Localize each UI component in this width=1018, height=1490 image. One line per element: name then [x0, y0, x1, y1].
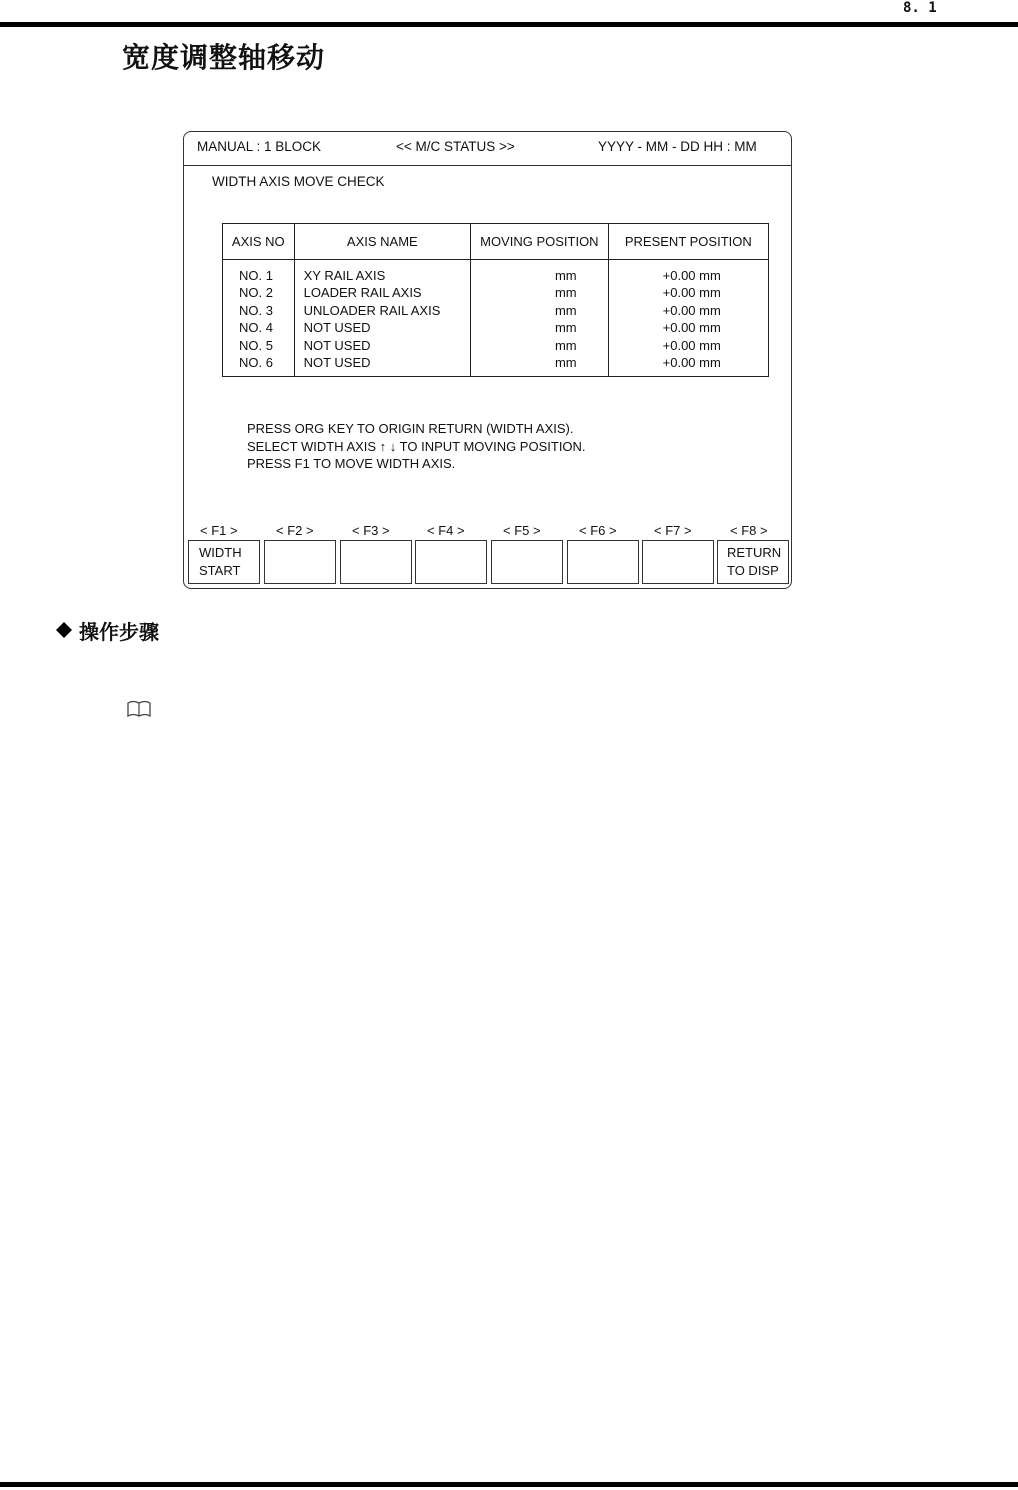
button-line: TO DISP [727, 563, 779, 578]
f8-return-to-disp-button[interactable] [717, 540, 789, 584]
book-icon [126, 699, 152, 723]
steps-heading [55, 616, 159, 645]
axis-no: NO. 4 [239, 320, 273, 336]
axis-no: NO. 3 [239, 302, 273, 318]
axis-no: NO. 2 [239, 285, 273, 301]
section-number: 8. 1 [903, 0, 937, 16]
status-bar [184, 132, 791, 166]
axis-no-cell [223, 260, 295, 377]
moving-position-cell [471, 260, 609, 377]
present-position-value: +0.00 mm [662, 302, 721, 318]
fkey-label-f2: < F2 > [276, 523, 314, 538]
axis-name[interactable]: UNLOADER RAIL AXIS [303, 302, 441, 318]
moving-position-input[interactable]: mm [554, 320, 577, 336]
diamond-bullet-icon [55, 620, 73, 644]
axis-no: NO. 1 [239, 268, 273, 283]
moving-position-input[interactable]: mm [554, 337, 577, 353]
present-position-value: +0.00 mm [662, 268, 721, 283]
instruction-line: SELECT WIDTH AXIS ↑ ↓ TO INPUT MOVING POSITION. [247, 438, 586, 454]
moving-position-input[interactable]: mm [554, 302, 577, 318]
column-header-moving-position: MOVING POSITION [471, 224, 609, 260]
moving-position-input[interactable]: mm [554, 285, 577, 301]
steps-heading-text: 操作步骤 [79, 620, 159, 644]
fkey-label-f8: < F8 > [730, 523, 768, 538]
screen-heading: WIDTH AXIS MOVE CHECK [212, 174, 385, 189]
button-line: WIDTH [199, 545, 242, 560]
page-title: 宽度调整轴移动 [122, 41, 326, 74]
present-position-value: +0.00 mm [662, 354, 721, 370]
table-header-row [223, 224, 769, 260]
f2-button[interactable] [264, 540, 336, 584]
axis-data-block [223, 260, 769, 377]
column-header-axis-name: AXIS NAME [294, 224, 470, 260]
f4-button[interactable] [415, 540, 487, 584]
datetime-label: YYYY - MM - DD HH : MM [598, 139, 757, 154]
button-line: START [199, 563, 241, 578]
fkey-label-f7: < F7 > [654, 523, 692, 538]
bottom-rule [0, 1482, 1018, 1487]
instructions [247, 420, 586, 473]
instruction-line: PRESS ORG KEY TO ORIGIN RETURN (WIDTH AXIS). [247, 421, 574, 436]
mc-status-label: << M/C STATUS >> [396, 139, 515, 154]
present-position-value: +0.00 mm [662, 337, 721, 353]
function-key-labels [184, 523, 791, 539]
mode-label: MANUAL : 1 BLOCK [197, 139, 322, 154]
fkey-label-f5: < F5 > [503, 523, 541, 538]
fkey-label-f6: < F6 > [579, 523, 617, 538]
moving-position-input[interactable]: mm [554, 268, 577, 283]
present-position-cell [608, 260, 768, 377]
moving-position-input[interactable]: mm [554, 354, 577, 370]
column-header-axis-no: AXIS NO [223, 224, 295, 260]
axis-name-cell [294, 260, 470, 377]
axis-name[interactable]: NOT USED [303, 320, 371, 336]
axis-name[interactable]: LOADER RAIL AXIS [303, 285, 422, 301]
top-rule [0, 22, 1018, 27]
fkey-label-f4: < F4 > [427, 523, 465, 538]
axis-no: NO. 5 [239, 337, 273, 353]
button-line: RETURN [727, 545, 782, 560]
column-header-present-position: PRESENT POSITION [608, 224, 768, 260]
f7-button[interactable] [642, 540, 714, 584]
f3-button[interactable] [340, 540, 412, 584]
present-position-value: +0.00 mm [662, 285, 721, 301]
f5-button[interactable] [491, 540, 563, 584]
axis-name[interactable]: XY RAIL AXIS [303, 268, 386, 283]
axis-name[interactable]: NOT USED [303, 337, 371, 353]
axis-no: NO. 6 [239, 354, 273, 370]
instruction-line: PRESS F1 TO MOVE WIDTH AXIS. [247, 456, 456, 471]
axis-table [222, 223, 769, 377]
present-position-value: +0.00 mm [662, 320, 721, 336]
axis-name[interactable]: NOT USED [303, 354, 371, 370]
f1-width-start-button[interactable] [188, 540, 260, 584]
fkey-label-f1: < F1 > [200, 523, 238, 538]
machine-screen [183, 131, 792, 589]
f6-button[interactable] [567, 540, 639, 584]
fkey-label-f3: < F3 > [352, 523, 390, 538]
